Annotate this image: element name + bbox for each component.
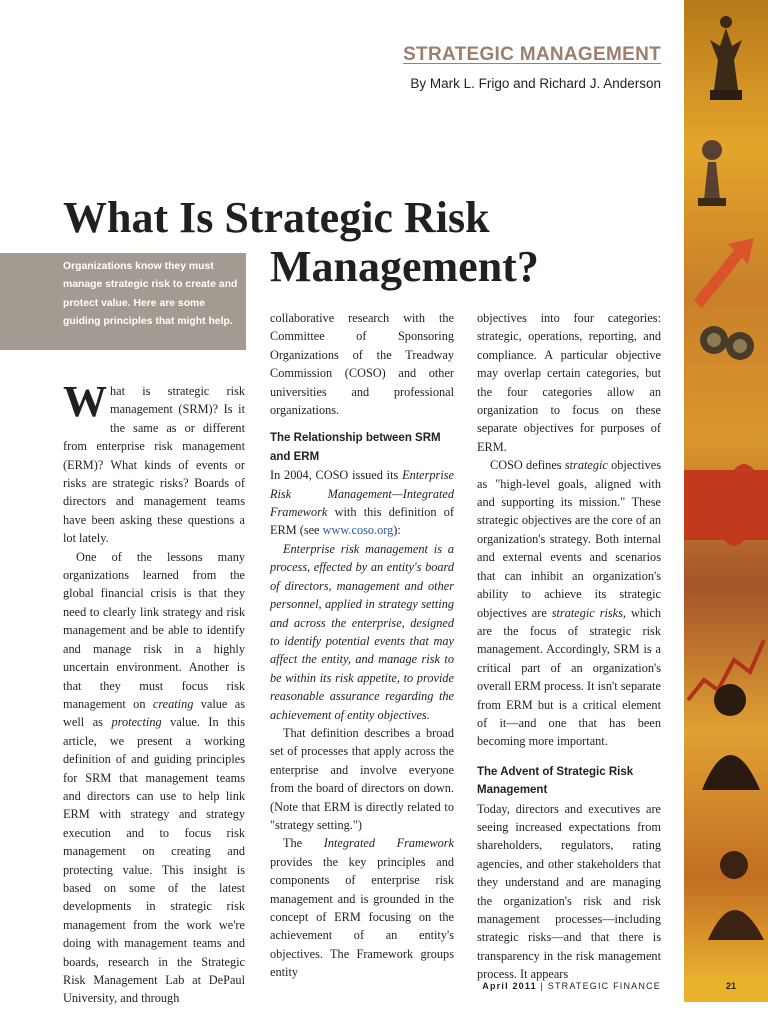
paragraph-text: provides the key principles and components of enterprise risk management and is grounded in the concept of ERM focusing on the achievement of an entity's objectives. The Framework groups entity <box>270 854 454 980</box>
paragraph-text: hat is strategic risk management (SRM)? Is it the same as or different from enterprise risk management (ERM)? What kinds of events or risks are strategic risks? Boards of directors and management teams have been asking these questions a lot lately. <box>63 384 245 546</box>
emphasis-text: protecting <box>111 715 162 730</box>
magazine-name: STRATEGIC FINANCE <box>547 981 661 991</box>
paragraph-text: which are the focus of strategic risk management. Accordingly, SRM is a critical part of an organization's overall ERM process. It isn't separate from ERM but is a critical element of it—and one that has been becoming more important. <box>477 605 661 749</box>
drop-cap: W <box>63 377 107 426</box>
deck-summary: Organizations know they must manage strategic risk to create and protect value. Here are some guiding principles that might help. <box>0 253 246 350</box>
text-column-3 <box>477 309 661 984</box>
paragraph: collaborative research with the Committee of Sponsoring Organizations of the Treadway Commission (COSO) and other universities and professional organizations. <box>270 311 454 418</box>
paragraph-text: value as well as <box>63 696 245 730</box>
paragraph: Today, directors and executives are seeing increased expectations from shareholders, regulators, rating agencies, and other stakeholders that they understand and are managing the organization's risk and risk management processes—including strategic risks—and that there is transparency in the risk management process. It appears <box>477 801 661 982</box>
emphasis-text: creating <box>152 696 194 711</box>
paragraph-text: In 2004, COSO issued its <box>270 468 403 483</box>
paragraph-text: value. In this article, we present a working definition of and guiding principles for SRM that management teams and directors can use to help link ERM with strategy and strategy execution and to focus risk management on creating and protecting value. This insight is based on some of the latest developments in strategic risk management from the work we're doing with management teams and boards, research in the Strategic Risk Management Lab at DePaul University, and through <box>63 715 245 1006</box>
paragraph-text: objectives as "high-level goals, aligned with and supporting its mission." These strategic objectives are the core of an organization's strategy. Both internal and external events and scenarios that can inhibit an organization's ability to achieve its strategic objectives are <box>477 458 661 620</box>
paragraph-text: ): <box>393 523 401 538</box>
subheading: The Advent of Strategic Risk Management <box>477 765 634 797</box>
paragraph-text: COSO defines <box>490 458 565 473</box>
emphasis-text: Enterprise Risk Management—Integrated Framework <box>270 468 454 520</box>
puzzle-piece-icon <box>684 464 768 546</box>
article-title-line2: Management? <box>270 242 539 291</box>
paragraph-text: with this definition of ERM (see <box>270 505 454 538</box>
issue-date: April 2011 <box>482 981 537 991</box>
paragraph <box>270 834 454 981</box>
paragraph-text: The <box>283 836 324 851</box>
text-column-1 <box>63 377 245 1008</box>
quote-paragraph <box>270 540 454 724</box>
paragraph: That definition describes a broad set of processes that apply across the enterprise and involve everyone from the board of directors on down. (Note that ERM is directly related to "strategy setting.") <box>270 725 454 832</box>
emphasis-text: Integrated Framework <box>323 836 454 851</box>
byline: By Mark L. Frigo and Richard J. Anderson <box>410 76 661 91</box>
paragraph <box>270 466 454 540</box>
footer-separator: | <box>540 981 545 991</box>
page-footer <box>482 981 661 991</box>
paragraph <box>477 456 661 751</box>
quote-text: Enterprise risk management is a process, effected by an entity's board of directors, management and other personnel, applied in strategy setting and across the enterprise, designed to identify potential events that may affect the entity, and manage risk to be within its risk appetite, to provide reasonable assurance regarding the achievement of entity objectives. <box>270 541 454 722</box>
decorative-art-strip <box>684 0 768 976</box>
text-column-2 <box>270 309 454 982</box>
emphasis-text: strategic risks, <box>551 605 627 620</box>
page-number: 21 <box>726 981 737 991</box>
paragraph: objectives into four categories: strategic, operations, reporting, and compliance. A particular objective may overlap certain categories, but the four categories allow an organization to focus on these separate objectives for purposes of ERM. <box>477 311 661 454</box>
paragraph <box>63 377 245 548</box>
coso-link[interactable]: www.coso.org <box>322 523 394 538</box>
subheading: The Relationship between SRM and ERM <box>270 432 441 463</box>
article-title-line1: What Is Strategic Risk <box>63 193 490 242</box>
paragraph-text: One of the lessons many organizations learned from the global financial crisis is that they need to clearly link strategy and risk management and be able to identify and manage risk in a highly uncertain environment. Another is that they must focus risk management on <box>63 549 245 711</box>
paragraph <box>63 548 245 1008</box>
emphasis-text: strategic <box>564 458 608 473</box>
section-label: STRATEGIC MANAGEMENT <box>403 44 661 65</box>
